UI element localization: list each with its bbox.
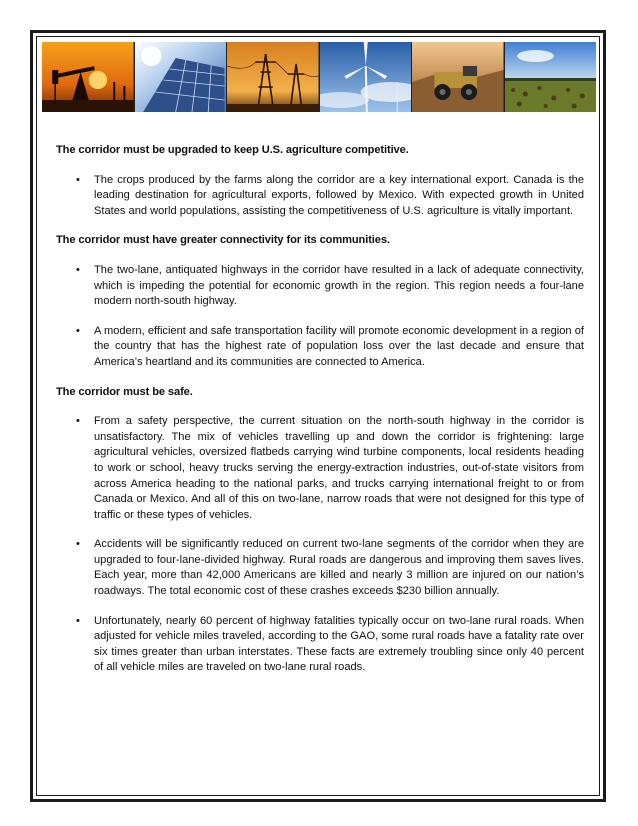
bullet-list (56, 414, 584, 676)
section-safety (56, 385, 584, 677)
energy-photo-banner (42, 42, 596, 112)
bullet-icon: • (76, 614, 80, 627)
bullet-icon: • (76, 538, 80, 551)
section-heading: The corridor must have greater connectivity for its communities. (56, 234, 390, 247)
bullet-icon: • (76, 263, 80, 276)
document-body (56, 143, 584, 690)
list-item: • Accidents will be significantly reduced on current two-lane segments of the corridor when they are upgraded to four-lane-divided highway. Rural roads are dangerous and improving them saves lives. Each year, more than 42,000 Americans are killed and nearly 3 million are injured on our nation’s roadways. The total economic cost of these crashes exceeds $230 billion annually. (76, 538, 584, 598)
bullet-list (56, 173, 584, 220)
wind-turbine-photo (320, 42, 412, 112)
bullet-icon: • (76, 173, 80, 186)
list-item: • A modern, efficient and safe transportation facility will promote economic development in a region of the country that has the highest rate of population loss over the last decade and ensure that America’s heartland and its communities are connected to America. (76, 324, 584, 368)
crop-field-photo (505, 42, 597, 112)
bullet-list (56, 263, 584, 371)
power-lines-photo (227, 42, 319, 112)
section-heading: The corridor must be safe. (56, 385, 193, 398)
section-heading: The corridor must be upgraded to keep U.S. agriculture competitive. (56, 144, 409, 156)
bullet-icon: • (76, 415, 80, 428)
list-item: • The two-lane, antiquated highways in the corridor have resulted in a lack of adequate connectivity, which is impeding the potential for economic growth in the region. This region needs a four-lane modern north-south highway. (76, 263, 584, 308)
oil-pumpjack-photo (42, 42, 134, 112)
section-agriculture (56, 143, 584, 219)
list-item: • From a safety perspective, the current situation on the north-south highway in the corridor is unsatisfactory. The mix of vehicles travelling up and down the corridor is frightening: large agricultural vehicles, oversized flatbeds carrying wind turbine components, local residents heading to work or school, heavy trucks serving the energy-extraction industries, out-of-state visitors from across America heading to the national parks, and trucks carrying international freight to or from Canada or Mexico. And all of this on two-lane, narrow roads that were not designed for this type of traffic or these types of vehicles. (76, 415, 584, 521)
bullet-icon: • (76, 324, 80, 337)
section-connectivity (56, 233, 584, 370)
solar-panels-photo (135, 42, 227, 112)
list-item: • Unfortunately, nearly 60 percent of highway fatalities typically occur on two-lane rural roads. When adjusted for vehicle miles traveled, according to the GAO, some rural roads have a fatality rate over six times greater than urban interstates. These facts are extremely troubling since only 40 percent of all vehicle miles are traveled on two-lane rural roads. (76, 614, 584, 674)
mining-truck-photo (412, 42, 504, 112)
list-item: • The crops produced by the farms along the corridor are a key international export. Canada is the leading destination for agricultural exports, followed by Mexico. With expected growth in United States and world populations, assisting the competitiveness of U.S. agriculture is vitally important. (76, 173, 584, 217)
